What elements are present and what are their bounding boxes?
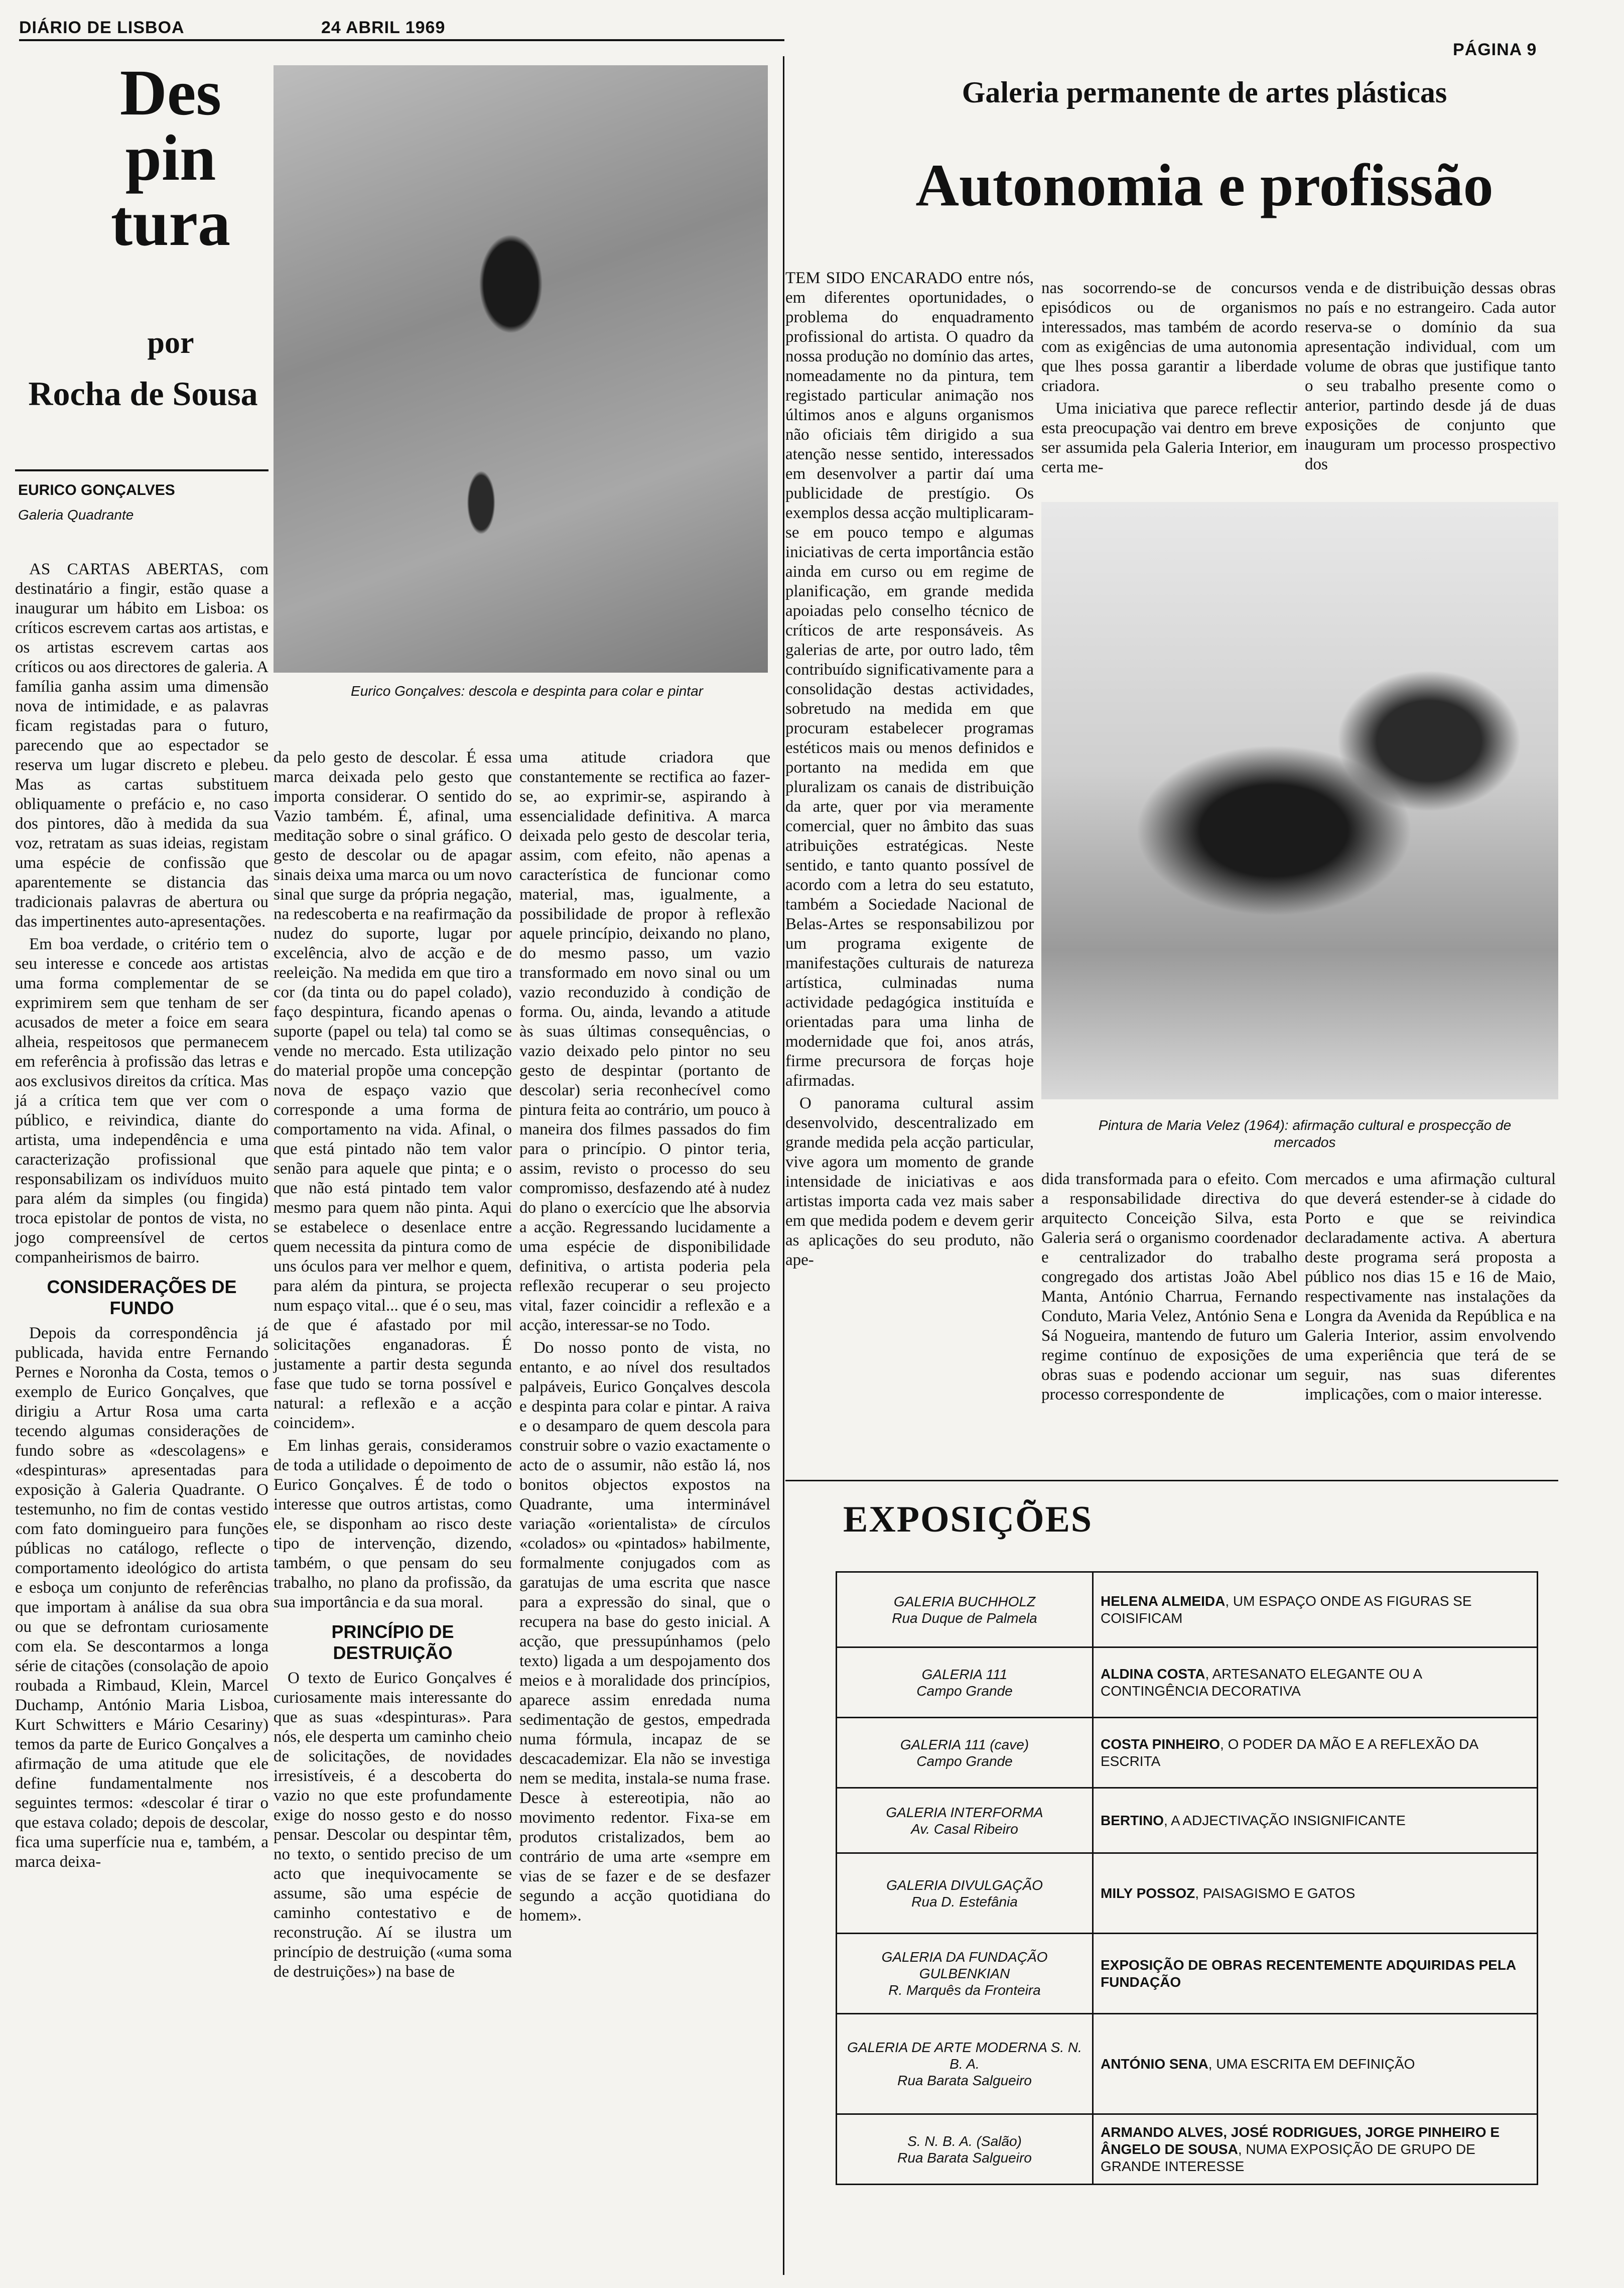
right-column-c-top xyxy=(1305,279,1556,494)
exhibition-desc: , UM ESPAÇO ONDE AS FIGURAS SE COISIFICAM xyxy=(1101,1593,1472,1626)
table-row xyxy=(837,1647,1538,1718)
newspaper-name: DIÁRIO DE LISBOA xyxy=(19,18,185,37)
gallery-name: GALERIA DIVULGAÇÃO xyxy=(886,1877,1043,1893)
paragraph: Uma iniciativa que parece reflectir esta preocupação vai dentro em breve ser assumida pela Galeria Interior, em certa me- xyxy=(1041,400,1297,476)
paragraph: dida transformada para o efeito. Com a responsabilidade directiva do arquitecto Conceição Silva, esta Galeria será o organismo coordenador e centralizador do trabalho congregado dos artistas João Abel Manta, António Charrua, Fernando Conduto, Maria Velez, António Sena e Sá Nogueira, mantendo de futuro um regime contínuo de exposições de obras suas e podendo accionar um processo correspondente de xyxy=(1041,1170,1297,1404)
gallery-name: S. N. B. A. (Salão) xyxy=(907,2133,1022,2149)
exhibition-cell xyxy=(1093,2114,1538,2185)
table-row xyxy=(837,1572,1538,1647)
paragraph: Depois da correspondência já publicada, havida entre Fernando Pernes e Noronha da Costa, temos o exemplo de Eurico Gonçalves, que dirigiu a Artur Rosa uma carta tecendo algumas considerações de fundo sobre as «descolagens» e «despinturas» apresentadas para exposição à Galeria Quadrante. O testemunho, no fim de contas vestido com fato domingueiro para funções públicas no catálogo, reflecte o comportamento ideológico do artista e esboça um conjunto de referências que importam à análise da sua obra ou que se defrontam curiosamente com ela. Se descontarmos a longa série de citações (consolação de apoio roubada a Rimbaud, Klein, Marcel Duchamp, António Maria Lisboa, Kurt Schwitters e Mário Cesariny) temos da parte de Eurico Gonçalves a afirmação de uma atitude que ele define fundamentalmente nos seguintes termos: «descolar é tirar o que estava colado; depois de descolar, fica uma superfície nua e, também, a marca deixa- xyxy=(15,1324,268,1871)
gallery-cell xyxy=(837,1572,1093,1647)
right-kicker: Galeria permanente de artes plásticas xyxy=(962,76,1447,109)
gallery-name: GALERIA DE ARTE MODERNA S. N. B. A. xyxy=(847,2040,1082,2072)
photo-maria-velez xyxy=(1041,502,1558,1099)
paragraph: nas socorrendo-se de concursos episódicos ou de organismos interessados, mas também de acordo com as exigências de uma autonomia que lhes possa garantir a liberdade criadora. xyxy=(1041,279,1297,395)
byline-rule xyxy=(15,469,268,471)
exhibition-cell xyxy=(1093,1718,1538,1788)
section-rule xyxy=(785,1480,1558,1481)
byline-por: por xyxy=(147,326,194,360)
gallery-cell xyxy=(837,1718,1093,1788)
artist-name: EXPOSIÇÃO DE OBRAS RECENTEMENTE ADQUIRIDAS PELA FUNDAÇÃO xyxy=(1101,1957,1516,1990)
right-title: Autonomia e profissão xyxy=(915,152,1494,218)
table-row xyxy=(837,2114,1538,2185)
table-row xyxy=(837,1718,1538,1788)
paragraph: Em boa verdade, o critério tem o seu interesse e concede aos artistas uma forma complementar de se exprimirem sem que tenham de ser acusados de meter a foice em seara alheia, respeitosos que permanecem em referência à profissão das letras e aos exclusivos direitos da crítica. Mas já a crítica tem que ver com o público, e reivindica, diante do artista, uma independência e uma caracterização profissional que responsabilizam os indivíduos muito para além da simples (ou fingida) troca epistolar de pontos de vista, no jogo compreensível de certos companheirismos de bairro. xyxy=(15,935,268,1266)
exhibition-cell xyxy=(1093,1647,1538,1718)
paragraph: AS CARTAS ABERTAS, com destinatário a fingir, estão quase a inaugurar um hábito em Lisboa: os críticos escrevem cartas aos artistas, e os artistas escrevem cartas aos críticos ou aos directores de galeria. A família ganha assim uma dimensão nova de intimidade, e as palavras ficam registadas para o futuro, parecendo que ao espectador se reserva um lugar discreto e plebeu. Mas as cartas substituem obliquamente o prefácio e, no caso dos pintores, dão à medida da sua voz, retratam as suas ideias, registam uma espécie de confissão que aparentemente se distancia das tradicionais palavras de abertura ou das impertinentes auto-apresentações. xyxy=(15,560,268,931)
exhibition-cell xyxy=(1093,1788,1538,1853)
right-column-b-bottom xyxy=(1041,1170,1297,1404)
artist-name: ARMANDO ALVES, JOSÉ RODRIGUES, JORGE PINHEIRO E ÂNGELO DE SOUSA xyxy=(1101,2124,1500,2157)
artist-name: ALDINA COSTA xyxy=(1101,1666,1205,1682)
gallery-cell xyxy=(837,2114,1093,2185)
table-row xyxy=(837,1934,1538,2014)
title-line-3: tura xyxy=(110,187,231,260)
artist-name: ANTÓNIO SENA xyxy=(1101,2056,1208,2072)
left-column-1 xyxy=(15,560,268,1871)
exhibition-desc: , UMA ESCRITA EM DEFINIÇÃO xyxy=(1208,2056,1415,2072)
gallery-address: Campo Grande xyxy=(916,1753,1013,1769)
gallery-cell xyxy=(837,1647,1093,1718)
paragraph: Do nosso ponto de vista, no entanto, e ao nível dos resultados palpáveis, Eurico Gonçalves descola e despinta para colar e pintar. A raiva e o desamparo de quem descola para construir sobre o vazio exactamente o acto de o assumir, não estão lá, nos bonitos objectos expostos na Quadrante, uma interminável variação «orientalista» de círculos «colados» ou «pintados» habilmente, formalmente conjugados com as garatujas de uma escrita que nasce para a expressão do sinal, que o recupera na base do gesto inicial. A acção, que pressupúnhamos (pelo texto) ligada a um despojamento dos meios e à moralidade dos princípios, aparece assim enredada numa sedimentação de gestos, empedrada numa fórmula, incapaz de se descacademizar. Ela não se investiga nem se medita, instala-se numa frase. Desce à estereotipia, não ao movimento redentor. Fixa-se em produtos cristalizados, bem ao contrário de uma arte «sempre em vias de se fazer e de se desfazer segundo a acção quotidiana do homem». xyxy=(519,1339,770,1925)
gallery-name: GALERIA 111 (cave) xyxy=(900,1736,1029,1752)
exhibition-cell xyxy=(1093,1572,1538,1647)
gallery-cell xyxy=(837,1788,1093,1853)
gallery-cell xyxy=(837,1853,1093,1934)
gallery-address: Campo Grande xyxy=(916,1683,1013,1699)
table-row xyxy=(837,1853,1538,1934)
gallery-name: GALERIA 111 xyxy=(921,1666,1008,1682)
gallery-name: GALERIA INTERFORMA xyxy=(886,1804,1043,1820)
exhibition-cell xyxy=(1093,1934,1538,2014)
table-row xyxy=(837,1788,1538,1853)
column-divider xyxy=(783,56,784,2275)
gallery-address: Rua D. Estefânia xyxy=(911,1893,1018,1910)
gallery-address: Rua Barata Salgueiro xyxy=(897,2073,1032,2088)
exposicoes-table xyxy=(836,1571,1538,2185)
photo-maria-velez-caption: Pintura de Maria Velez (1964): afirmação cultural e prospecção de mercados xyxy=(1098,1117,1512,1150)
left-column-3 xyxy=(519,748,770,2204)
exhibition-desc: , NUMA EXPOSIÇÃO DE GRUPO DE GRANDE INTERESSE xyxy=(1101,2141,1475,2174)
left-column-2 xyxy=(274,748,512,2204)
paragraph: TEM SIDO ENCARADO entre nós, em diferentes oportunidades, o problema do enquadramento profissional do artista. O quadro da nossa produção no domínio das artes, nomeadamente no da pintura, tem registado particular animação nos últimos anos e alguns organismos não oficiais têm dirigido a sua atenção nesse sentido, interessados em desenvolver a partir daí uma publicidade de prestígio. Os exemplos dessa acção multiplicaram-se em pouco tempo e algumas iniciativas de certa importância estão ainda em curso ou em regime de planificação, em grande medida apoiadas pelo conselho técnico de críticos de arte responsáveis. As galerias de arte, por outro lado, têm contribuído significativamente para a consolidação destas actividades, sobretudo na medida em que procuram estabelecer programas estéticos mais ou menos definidos e portanto na medida em que pluralizam os canais de distribuição da arte, quer por via meramente comercial, quer no âmbito das suas atribuições estratégicas. Neste sentido, e tanto quanto possível de acordo com a letra do seu estatuto, também a Sociedade Nacional de Belas-Artes se responsabilizou por um programa exigente de manifestações culturais de natureza artística, culminadas numa actividade pedagógica instituída e orientadas para uma linha de modernidade que foi, anos atrás, firme precursora de forças hoje afirmadas. xyxy=(785,269,1034,1090)
exhibition-cell xyxy=(1093,2014,1538,2114)
article-title xyxy=(75,57,266,260)
interviewee-name: EURICO GONÇALVES xyxy=(18,482,175,498)
paragraph: uma atitude criadora que constantemente se rectifica ao fazer-se, ao exprimir-se, aspirando à essencialidade definitiva. A marca deixada pelo gesto de descolar teria, assim, com efeito, não apenas a característica de funcionar como material, mas, igualmente, a possibilidade de propor à reflexão aquele princípio, deixando no plano, do mesmo passo, um vazio transformado em novo sinal ou um vazio reconduzido à condição de forma. Ou, ainda, levando a atitude às suas últimas consequências, o vazio deixado pelo pintor no seu gesto de despintar (portanto de descolar) seria reconhecível como pintura feita ao contrário, um pouco à maneira dos filmes passados do fim para o princípio. O pintor teria, assim, revisto o processo do seu compromisso, desfazendo até à nudez do plano o exercício que lhe absorvia a acção. Regressando lucidamente a uma espécie de disponibilidade definitiva, o artista poderia pela reflexão recuperar o seu projecto vital, fazer coincidir a reflexão e a acção, interessar-se no Todo. xyxy=(519,748,770,1334)
paragraph: O panorama cultural assim desenvolvido, descentralizado em grande medida pela acção particular, vive agora um momento de grande intensidade de iniciativas e aos artistas importa cada vez mais saber em que medida podem e devem gerir as aplicações do seu produto, não ape- xyxy=(785,1094,1034,1269)
exhibition-desc: , PAISAGISMO E GATOS xyxy=(1195,1885,1356,1901)
right-column-b-top xyxy=(1041,279,1297,494)
paragraph: da pelo gesto de descolar. É essa marca deixada pelo gesto que importa considerar. O sentido do Vazio também. É, afinal, uma meditação sobre o sinal gráfico. O gesto de descolar ou de apagar sinais deixa uma marca ou um novo sinal que surge da própria negação, na redescoberta e na reafirmação da nudez do suporte, lugar por excelência, alvo de acção e de reeleição. Na medida em que tiro a cor (da tinta ou do papel colado), faço despintura, ficando apenas o suporte (papel ou tela) tal como se vende no mercado. Esta utilização do material propõe uma concepção nova de espaço vazio que corresponde a uma forma de comportamento na vida. Afinal, o que está pintado não tem valor senão para aquele que pinta; e o que não está pintado tem valor mesmo para quem não pinta. Aqui se estabelece o desenlace entre quem necessita da pintura como de uns óculos para ver melhor e quem, para além da pintura, se projecta num espaço vital... que é o seu, mas de que é afastado por mil solicitações enganadoras. É justamente a partir desta segunda fase que tudo se torna possível e natural: a reflexão e a acção coincidem». xyxy=(274,748,512,1432)
issue-date: 24 ABRIL 1969 xyxy=(321,18,446,37)
artist-name: BERTINO xyxy=(1101,1812,1164,1828)
gallery-address: Av. Casal Ribeiro xyxy=(911,1821,1018,1837)
table-row xyxy=(837,2014,1538,2114)
artist-name: MILY POSSOZ xyxy=(1101,1885,1195,1901)
gallery-cell xyxy=(837,2014,1093,2114)
gallery-address: R. Marquês da Fronteira xyxy=(888,1982,1041,1998)
exhibition-desc: , O PODER DA MÃO E A REFLEXÃO DA ESCRITA xyxy=(1101,1736,1478,1769)
artist-name: HELENA ALMEIDA xyxy=(1101,1593,1226,1609)
gallery-address: Rua Barata Salgueiro xyxy=(897,2149,1032,2166)
right-column-a xyxy=(785,269,1034,1269)
artist-name: COSTA PINHEIRO xyxy=(1101,1736,1221,1752)
paragraph: Em linhas gerais, consideramos de toda a utilidade o depoimento de Eurico Gonçalves. É de todo o interesse que outros artistas, como ele, se disponham ao risco deste tipo de intervenção, dizendo, também, o que pensam do seu trabalho, no plano da profissão, da sua importância e da sua moral. xyxy=(274,1437,512,1611)
gallery-name: GALERIA BUCHHOLZ xyxy=(893,1593,1036,1609)
photo-eurico-caption: Eurico Gonçalves: descola e despinta para colar e pintar xyxy=(351,683,703,699)
paragraph: venda e de distribuição dessas obras no país e no estrangeiro. Cada autor reserva-se o domínio da sua apresentação individual, com um volume de obras que justifique tanto o seu trabalho presente como o anterior, partindo desde já de duas exposições de conjunto que inauguram um processo prospectivo dos xyxy=(1305,279,1556,473)
paragraph: mercados e uma afirmação cultural que deverá estender-se à cidade do Porto e que se reivindica declaradamente activa. A abertura deste programa será proposta a público nos dias 15 e 16 de Maio, respectivamente nas instalações da Longra da Avenida da República e na Galeria Interior, assim envolvendo uma experiência que terá de se seguir, nas suas diferentes implicações, com o maior interesse. xyxy=(1305,1170,1556,1404)
subhead-principio: PRINCÍPIO DE DESTRUIÇÃO xyxy=(331,1621,454,1663)
title-line-1: Des xyxy=(119,57,222,129)
gallery-address: Rua Duque de Palmela xyxy=(892,1610,1037,1626)
exposicoes-title: EXPOSIÇÕES xyxy=(843,1499,1093,1540)
exhibition-cell xyxy=(1093,1853,1538,1934)
page-number: PÁGINA 9 xyxy=(1453,40,1537,59)
header-rule xyxy=(19,39,784,41)
right-column-c-bottom xyxy=(1305,1170,1556,1404)
photo-eurico xyxy=(274,65,768,673)
title-line-2: pin xyxy=(125,122,216,194)
subhead-consideracoes: CONSIDERAÇÕES DE FUNDO xyxy=(47,1277,237,1318)
interviewee-gallery: Galeria Quadrante xyxy=(18,507,134,523)
gallery-name: GALERIA DA FUNDAÇÃO GULBENKIAN xyxy=(881,1949,1048,1981)
exhibition-desc: , ARTESANATO ELEGANTE OU A CONTINGÊNCIA DECORATIVA xyxy=(1101,1666,1422,1699)
paragraph: O texto de Eurico Gonçalves é curiosamente mais interessante do que as suas «despinturas». Para nós, ele desperta um caminho cheio de solicitações, de novidades irresistíveis, é a descoberta do vazio no que este profundamente exige do nosso gesto e do nosso pensar. Descolar ou despintar têm, no texto, o sentido preciso de um acto que inequivocamente se assume, são uma espécie de caminho contestativo e de reconstrução. Aí se ilustra um princípio de destruição («uma soma de destruições») na base de xyxy=(274,1669,512,1981)
exhibition-desc: , A ADJECTIVAÇÃO INSIGNIFICANTE xyxy=(1164,1812,1406,1828)
byline-author: Rocha de Sousa xyxy=(28,374,258,413)
gallery-cell xyxy=(837,1934,1093,2014)
